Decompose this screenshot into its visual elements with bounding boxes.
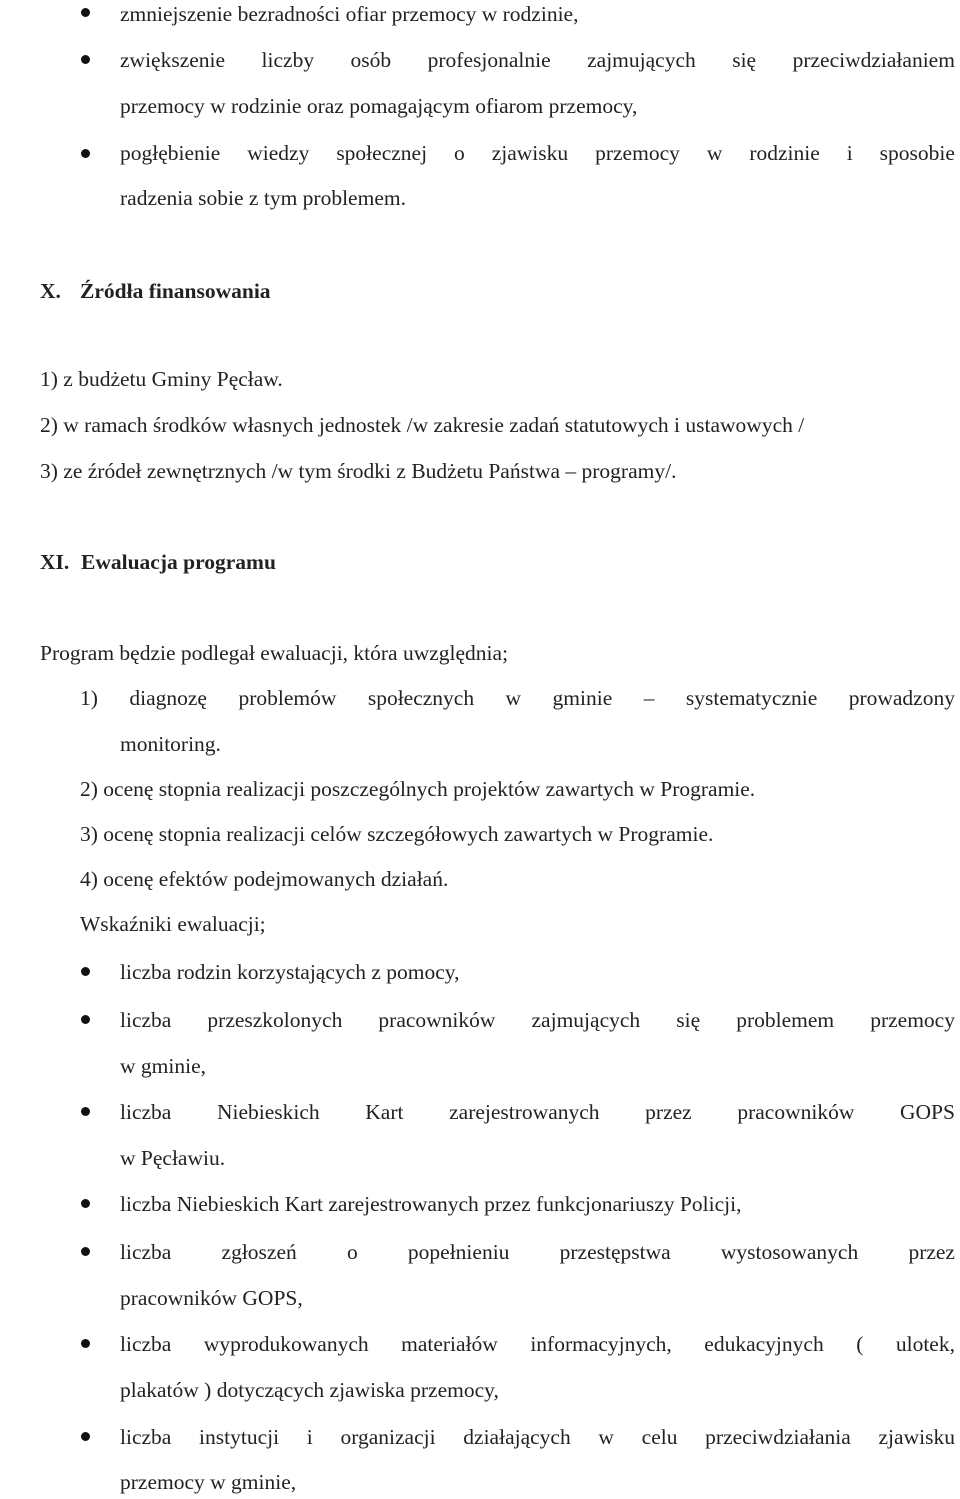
word: zajmujących [531, 1008, 641, 1032]
bullet-dot [81, 1199, 90, 1208]
indicator-text-justified [120, 1427, 955, 1449]
indicator-text-justified [120, 1102, 955, 1124]
word: wiedzy [247, 141, 310, 165]
evaluation-item: 4) ocenę efektów podejmowanych działań. [80, 867, 449, 891]
word: gminie [552, 686, 613, 710]
evaluation-item-continuation: monitoring. [120, 732, 221, 756]
word: popełnieniu [407, 1240, 510, 1264]
bullet-dot [81, 967, 90, 976]
word: osób [350, 48, 392, 72]
indicator-text-justified [120, 1010, 955, 1032]
word: instytucji [199, 1425, 280, 1449]
word: zjawisku [878, 1425, 955, 1449]
bullet-dot [81, 1107, 90, 1116]
word: ulotek, [895, 1332, 955, 1356]
indicator-text-continuation: pracowników GOPS, [120, 1286, 303, 1310]
word: w [598, 1425, 614, 1449]
word: informacyjnych, [530, 1332, 672, 1356]
word: profesjonalnie [427, 48, 551, 72]
word: i [306, 1425, 313, 1449]
word: materiałów [401, 1332, 498, 1356]
funding-item: 1) z budżetu Gminy Pęcław. [40, 367, 283, 391]
section-number: XI. [40, 550, 70, 574]
word: celu [641, 1425, 678, 1449]
word: pracowników [378, 1008, 496, 1032]
word: przeciwdziałaniem [792, 48, 955, 72]
indicator-text-continuation: w gminie, [120, 1054, 206, 1078]
evaluation-intro: Program będzie podlegał ewaluacji, która uwzględnia; [40, 641, 509, 665]
bullet-text-continuation: przemocy w rodzinie oraz pomagającym ofiarom przemocy, [120, 94, 638, 118]
word: GOPS [899, 1100, 955, 1124]
indicator-text-continuation: w Pęcławiu. [120, 1146, 226, 1170]
word: Kart [365, 1100, 404, 1124]
word: rodzinie [749, 141, 820, 165]
section-title: Źródła finansowania [80, 279, 271, 303]
bullet-dot [81, 149, 90, 158]
word: o [346, 1240, 358, 1264]
bullet-dot [81, 55, 90, 64]
evaluation-item: 2) ocenę stopnia realizacji poszczególnych projektów zawartych w Programie. [80, 777, 756, 801]
word: systematycznie [685, 686, 818, 710]
word: wystosowanych [720, 1240, 859, 1264]
bullet-text-continuation: radzenia sobie z tym problemem. [120, 186, 406, 210]
word: problemem [736, 1008, 835, 1032]
word: liczby [261, 48, 315, 72]
word: w [706, 141, 723, 165]
section-title: Ewaluacja programu [81, 550, 276, 574]
word: problemów [238, 686, 337, 710]
word: przeszkolonych [207, 1008, 343, 1032]
word: liczba [120, 1008, 172, 1032]
indicator-text-continuation: przemocy w gminie, [120, 1470, 297, 1494]
word: zjawisku [491, 141, 569, 165]
word: zgłoszeń [221, 1240, 297, 1264]
evaluation-item: 3) ocenę stopnia realizacji celów szczegółowych zawartych w Programie. [80, 822, 714, 846]
word: ( [856, 1332, 864, 1356]
word: przemocy [595, 141, 680, 165]
word: działających [463, 1425, 571, 1449]
bullet-dot [81, 1015, 90, 1024]
word: sposobie [879, 141, 955, 165]
word: zwiększenie [120, 48, 226, 72]
word: liczba [120, 1425, 172, 1449]
word: zajmujących [587, 48, 696, 72]
funding-item: 2) w ramach środków własnych jednostek /w zakresie zadań statutowych i ustawowych / [40, 413, 805, 437]
word: organizacji [340, 1425, 436, 1449]
bullet-dot [81, 1432, 90, 1441]
word: liczba [120, 1240, 172, 1264]
word: diagnozę [129, 686, 207, 710]
indicator-text-justified [120, 1242, 955, 1264]
indicators-label: Wskaźniki ewaluacji; [80, 912, 266, 936]
word: – [643, 686, 655, 710]
section-heading-xi [40, 552, 276, 574]
word: przez [645, 1100, 692, 1124]
word: edukacyjnych [704, 1332, 824, 1356]
word: przeciwdziałania [705, 1425, 851, 1449]
word: prowadzony [848, 686, 955, 710]
word: wyprodukowanych [203, 1332, 369, 1356]
bullet-dot [81, 1339, 90, 1348]
bullet-text: zmniejszenie bezradności ofiar przemocy w rodzinie, [120, 2, 579, 26]
bullet-dot [81, 1247, 90, 1256]
word: przestępstwa [559, 1240, 671, 1264]
word: i [846, 141, 853, 165]
section-heading-x [40, 281, 271, 303]
word: pracowników [737, 1100, 855, 1124]
bullet-dot [81, 8, 90, 17]
word: społecznych [367, 686, 475, 710]
word: w [505, 686, 522, 710]
word: o [454, 141, 465, 165]
indicator-text: liczba Niebieskich Kart zarejestrowanych przez funkcjonariuszy Policji, [120, 1192, 742, 1216]
evaluation-item-justified [80, 688, 955, 710]
word: się [676, 1008, 701, 1032]
word: 1) [80, 686, 98, 710]
indicator-text-justified [120, 1334, 955, 1356]
section-number: X. [40, 279, 61, 303]
indicator-text: liczba rodzin korzystających z pomocy, [120, 960, 460, 984]
word: przez [908, 1240, 955, 1264]
bullet-text-justified [120, 143, 955, 165]
word: pogłębienie [120, 141, 221, 165]
indicator-text-continuation: plakatów ) dotyczących zjawiska przemocy, [120, 1378, 499, 1402]
word: przemocy [870, 1008, 955, 1032]
funding-item: 3) ze źródeł zewnętrznych /w tym środki z Budżetu Państwa – programy/. [40, 459, 677, 483]
bullet-text-justified [120, 50, 955, 72]
word: zarejestrowanych [449, 1100, 600, 1124]
word: liczba [120, 1332, 172, 1356]
word: się [732, 48, 757, 72]
word: społecznej [336, 141, 428, 165]
word: liczba [120, 1100, 172, 1124]
word: Niebieskich [216, 1100, 320, 1124]
